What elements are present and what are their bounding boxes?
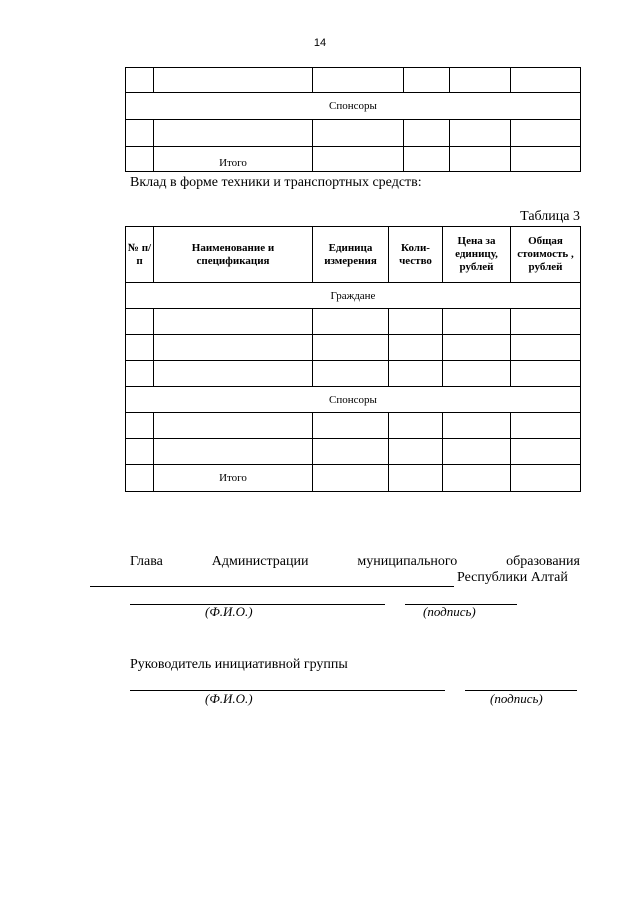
col-header-price: Цена за единицу, рублей (443, 227, 511, 283)
leader-podpis-caption: (подпись) (490, 691, 543, 706)
fio-line (130, 590, 385, 605)
col-header-total-cost: Общая стоимость , рублей (511, 227, 581, 283)
table-header-row (126, 227, 581, 283)
head-word-3: муниципального (357, 554, 458, 569)
paragraph-vehicles: Вклад в форме техники и транспортных средств: (130, 175, 422, 190)
leader-fio-caption: (Ф.И.О.) (205, 691, 253, 706)
head-line (130, 554, 580, 570)
podpis-line (405, 590, 517, 605)
table-row-total (126, 465, 581, 492)
table-row (126, 439, 581, 465)
total-label: Итого (154, 465, 313, 492)
table-row (126, 120, 581, 147)
table-row (126, 68, 581, 93)
section-sponsors: Спонсоры (126, 387, 581, 413)
col-header-quantity: Коли-чество (389, 227, 443, 283)
col-header-name: Наименование и спецификация (154, 227, 313, 283)
republic-label: Республики Алтай (457, 570, 568, 585)
fio-caption: (Ф.И.О.) (205, 604, 253, 619)
table-top (125, 67, 581, 172)
section-sponsors: Спонсоры (126, 93, 581, 120)
table-row (126, 93, 581, 120)
table-row (126, 335, 581, 361)
table-3 (125, 226, 581, 492)
podpis-caption: (подпись) (423, 604, 476, 619)
table-row (126, 309, 581, 335)
table-row (126, 387, 581, 413)
municipality-line (90, 572, 454, 587)
table-row (126, 283, 581, 309)
section-citizens: Граждане (126, 283, 581, 309)
col-header-number: № п/п (126, 227, 154, 283)
head-word-4: образования (506, 554, 580, 569)
leader-fio-line (130, 676, 445, 691)
table-row-total (126, 147, 581, 172)
leader-podpis-line (465, 676, 577, 691)
head-word-2: Администрации (211, 554, 309, 569)
leader-label: Руководитель инициативной группы (130, 657, 348, 672)
page-number: 14 (313, 37, 327, 49)
head-word-1: Глава (130, 554, 163, 569)
table3-caption: Таблица 3 (520, 209, 580, 224)
table-row (126, 361, 581, 387)
table-row (126, 413, 581, 439)
total-label: Итого (154, 147, 313, 172)
col-header-unit: Единица измерения (313, 227, 389, 283)
